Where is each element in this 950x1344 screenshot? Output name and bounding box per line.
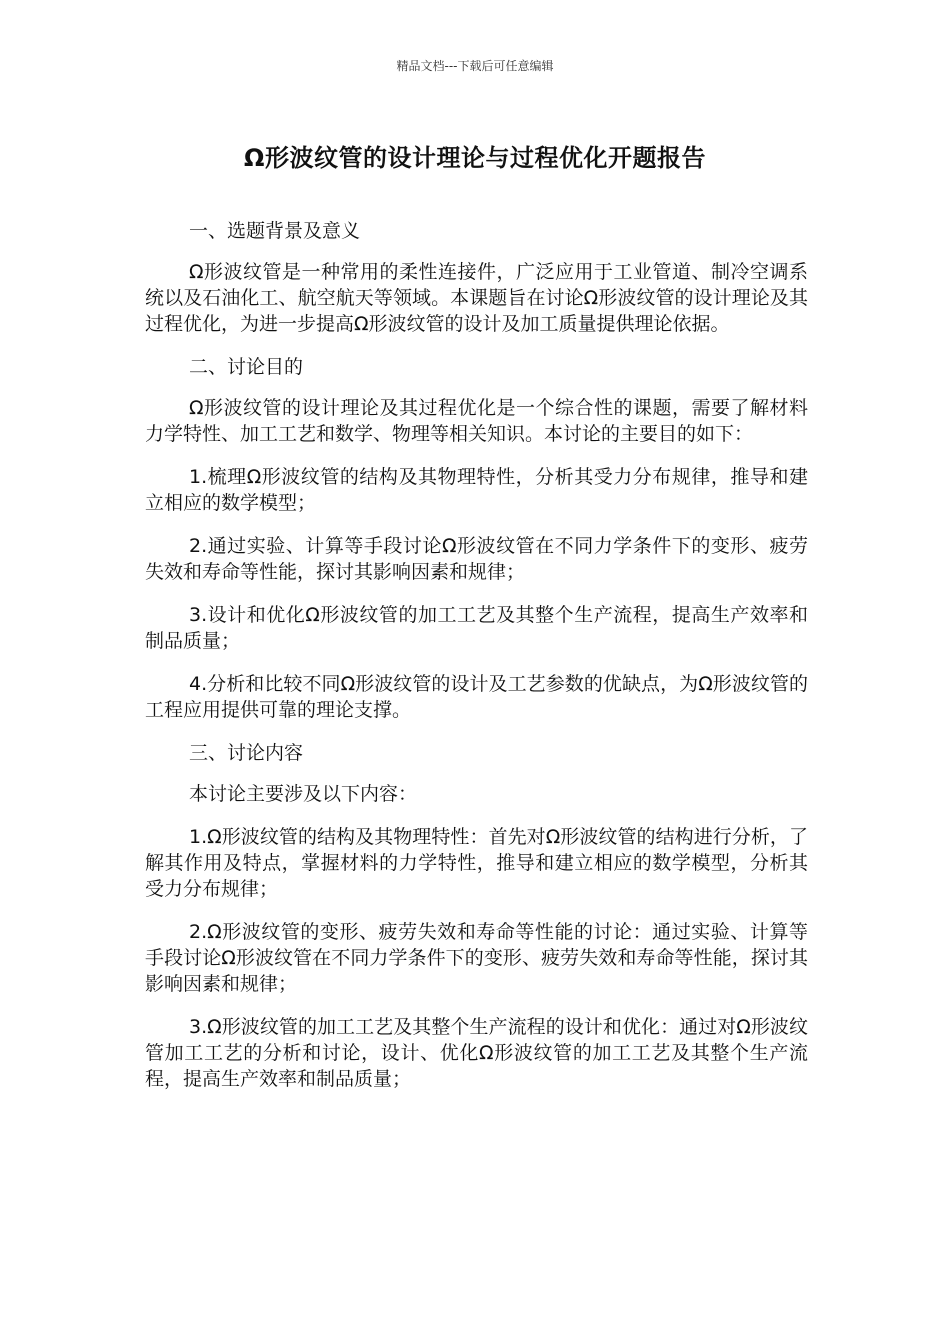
list-item-content-1: 1.Ω形波纹管的结构及其物理特性：首先对Ω形波纹管的结构进行分析，了解其作用及特点，掌握材料的力学特性，推导和建立相应的数学模型，分析其受力分布规律； xyxy=(145,826,808,900)
document-title: Ω形波纹管的设计理论与过程优化开题报告 xyxy=(244,144,706,172)
section-heading-content: 三、讨论内容 xyxy=(189,742,304,764)
list-item-purpose-2: 2.通过实验、计算等手段讨论Ω形波纹管在不同力学条件下的变形、疲劳失效和寿命等性能，探讨其影响因素和规律； xyxy=(145,535,808,583)
list-item-content-3: 3.Ω形波纹管的加工工艺及其整个生产流程的设计和优化：通过对Ω形波纹管加工工艺的分析和讨论，设计、优化Ω形波纹管的加工工艺及其整个生产流程，提高生产效率和制品质量； xyxy=(145,1016,808,1090)
paragraph-background: Ω形波纹管是一种常用的柔性连接件，广泛应用于工业管道、制冷空调系统以及石油化工、航空航天等领域。本课题旨在讨论Ω形波纹管的设计理论及其过程优化，为进一步提高Ω形波纹管的设计及加工质量提供理论依据。 xyxy=(145,261,808,335)
section-heading-background: 一、选题背景及意义 xyxy=(189,220,361,242)
paragraph-purpose-intro: Ω形波纹管的设计理论及其过程优化是一个综合性的课题，需要了解材料力学特性、加工工艺和数学、物理等相关知识。本讨论的主要目的如下： xyxy=(145,397,808,445)
list-item-purpose-1: 1.梳理Ω形波纹管的结构及其物理特性，分析其受力分布规律，推导和建立相应的数学模型； xyxy=(145,466,808,514)
list-item-purpose-3: 3.设计和优化Ω形波纹管的加工工艺及其整个生产流程，提高生产效率和制品质量； xyxy=(145,604,808,652)
list-item-content-2: 2.Ω形波纹管的变形、疲劳失效和寿命等性能的讨论：通过实验、计算等手段讨论Ω形波纹管在不同力学条件下的变形、疲劳失效和寿命等性能，探讨其影响因素和规律； xyxy=(145,921,808,995)
paragraph-content-intro: 本讨论主要涉及以下内容： xyxy=(189,783,418,805)
section-heading-purpose: 二、讨论目的 xyxy=(189,356,304,378)
document-body xyxy=(145,218,808,1109)
page-header: 精品文档---下载后可任意编辑 xyxy=(396,59,554,73)
list-item-purpose-4: 4.分析和比较不同Ω形波纹管的设计及工艺参数的优缺点，为Ω形波纹管的工程应用提供可靠的理论支撑。 xyxy=(145,673,808,721)
